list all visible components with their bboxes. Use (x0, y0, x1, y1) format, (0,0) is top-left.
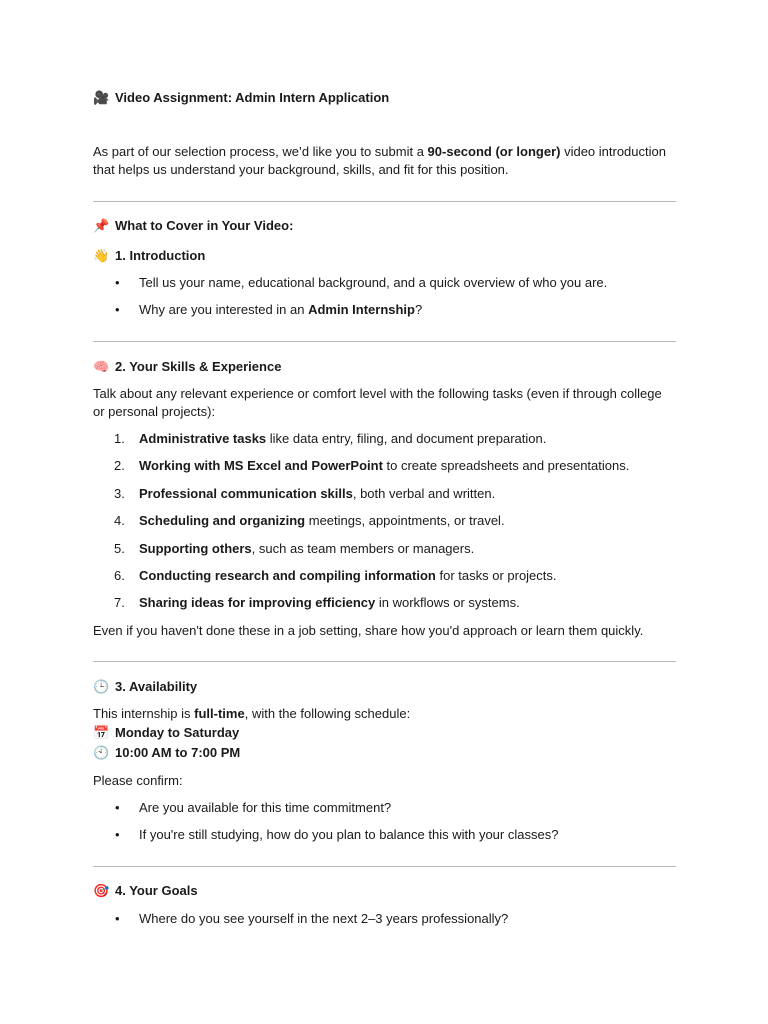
intro-line-1: As part of our selection process, we’d like you to submit a 90-second (or longer) video introduction (93, 144, 666, 159)
confirm-label: Please confirm: (93, 773, 183, 788)
list-number: 6. (114, 568, 125, 583)
movie-camera-icon: 🎥 (93, 90, 110, 105)
divider (93, 661, 676, 662)
section-4-heading: 🎯 4. Your Goals (93, 883, 198, 898)
clock-icon: 🕙 (93, 745, 110, 760)
divider (93, 201, 676, 202)
list-number: 1. (114, 431, 125, 446)
schedule-time: 🕙 10:00 AM to 7:00 PM (93, 745, 241, 760)
pushpin-icon: 📌 (93, 218, 110, 233)
divider (93, 341, 676, 342)
intro-line-2: that helps us understand your background, skills, and fit for this position. (93, 162, 509, 177)
availability-line: This internship is full-time, with the following schedule: (93, 706, 411, 721)
bullet: • (115, 275, 120, 290)
bullet: • (115, 911, 120, 926)
skills-intro-line-1: Talk about any relevant experience or comfort level with the following tasks (even if through college (93, 386, 662, 401)
bullet: • (115, 827, 120, 842)
bullet: • (115, 302, 120, 317)
list-number: 3. (114, 485, 125, 501)
list-number: 2. (114, 458, 125, 474)
cover-heading: 📌 What to Cover in Your Video: (93, 218, 294, 233)
waving-hand-icon: 👋 (93, 248, 110, 263)
target-icon: 🎯 (93, 883, 110, 898)
section-2-heading: 🧠 2. Your Skills & Experience (93, 359, 282, 374)
list-number: 7. (114, 595, 125, 611)
skills-closing: Even if you haven't done these in a job setting, share how you'd approach or learn them quickly. (93, 623, 644, 638)
section-1-heading: 👋 1. Introduction (93, 248, 206, 263)
calendar-icon: 📅 (93, 725, 110, 740)
list-number: 5. (114, 540, 125, 556)
clock-icon: 🕒 (93, 679, 110, 694)
schedule-days: 📅 Monday to Saturday (93, 725, 240, 740)
skills-intro-line-2: or personal projects): (93, 404, 216, 419)
bullet: • (115, 800, 120, 815)
section-3-heading: 🕒 3. Availability (93, 679, 198, 694)
divider (93, 866, 676, 867)
brain-icon: 🧠 (93, 359, 110, 374)
document-title: 🎥 Video Assignment: Admin Intern Application (93, 90, 390, 105)
list-number: 4. (114, 513, 125, 529)
